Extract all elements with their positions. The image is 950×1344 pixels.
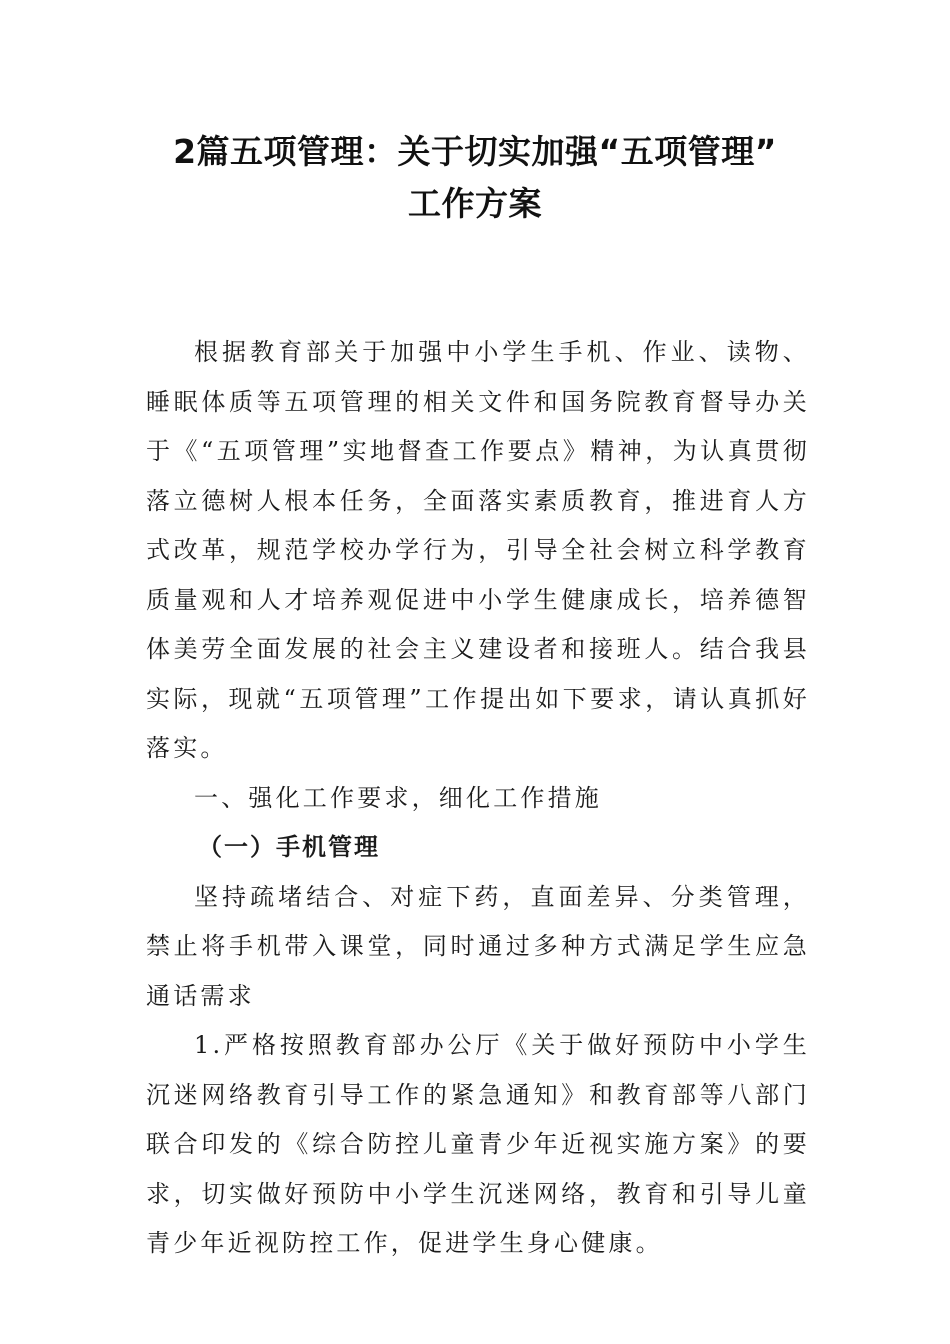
intro-paragraph: 根据教育部关于加强中小学生手机、作业、读物、睡眠体质等五项管理的相关文件和国务院教育督导办关于《“五项管理”实地督查工作要点》精神，为认真贯彻落立德树人根本任务，全面落实素质教育，推进育人方式改革，规范学校办学行为，引导全社会树立科学教育质量观和人才培养观促进中小学生健康成长，培养德智体美劳全面发展的社会主义建设者和接班人。结合我县实际，现就“五项管理”工作提出如下要求，请认真抓好落实。 (146, 338, 810, 762)
document-title (100, 126, 850, 230)
document-title-line-2: 工作方案 (408, 184, 542, 223)
subsection-1-paragraph: 坚持疏堵结合、对症下药，直面差异、分类管理，禁止将手机带入课堂，同时通过多种方式满足学生应急通话需求 (146, 882, 810, 1010)
section-1-heading: 一、强化工作要求，细化工作措施 (194, 783, 602, 812)
document-body (146, 328, 810, 1269)
item-1-paragraph: 1.严格按照教育部办公厅《关于做好预防中小学生沉迷网络教育引导工作的紧急通知》和教育部等八部门联合印发的《综合防控儿童青少年近视实施方案》的要求，切实做好预防中小学生沉迷网络，教育和引导儿童青少年近视防控工作，促进学生身心健康。 (146, 1031, 810, 1257)
document-title-line-1: 2篇五项管理：关于切实加强“五项管理” (173, 132, 777, 171)
subsection-1-heading: （一）手机管理 (198, 833, 380, 861)
